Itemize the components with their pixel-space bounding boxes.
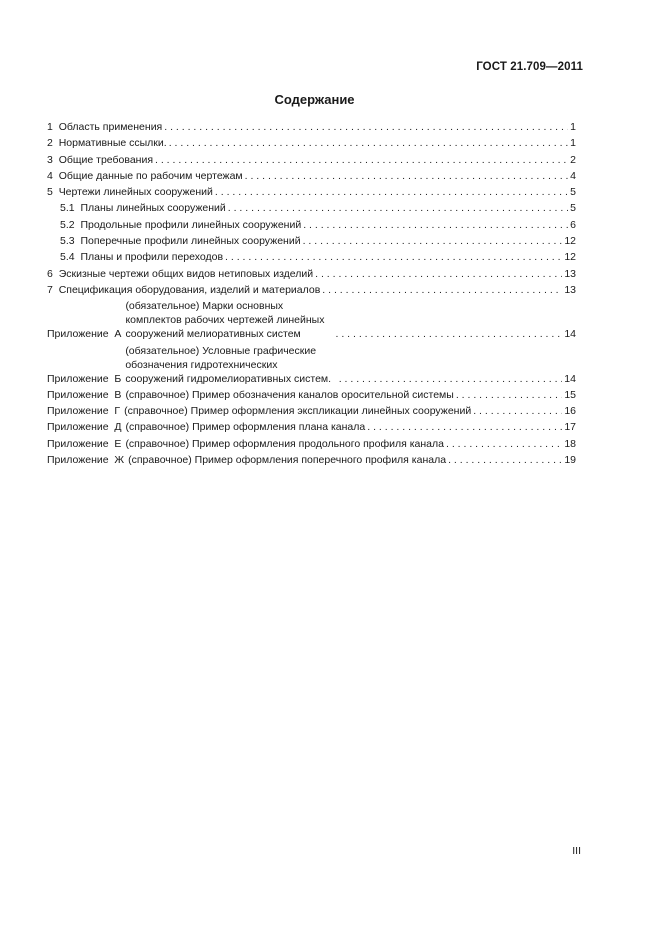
- toc-entry-text: Планы и профили переходов: [80, 251, 224, 264]
- toc-entry-text: Эскизные чертежи общих видов нетиповых изделий: [58, 267, 314, 280]
- appendix-title: (справочное) Пример оформления поперечного профиля канала: [128, 454, 447, 467]
- toc-leader-dots: [303, 218, 568, 232]
- toc-title: Содержание: [274, 92, 355, 107]
- appendix-label: Приложение Д: [47, 421, 122, 434]
- toc-appendix-d[interactable]: [47, 420, 576, 434]
- document-code: ГОСТ 21.709—2011: [476, 61, 583, 73]
- toc-appendix-v[interactable]: [47, 388, 576, 402]
- toc-entry-page: 4: [570, 169, 576, 182]
- toc-appendix-e[interactable]: [47, 437, 576, 451]
- toc-subentry[interactable]: [47, 201, 576, 215]
- toc-entry-number: 6: [47, 267, 59, 280]
- toc-appendix-a[interactable]: [47, 299, 576, 341]
- appendix-title: (справочное) Пример оформления экспликации линейных сооружений: [124, 405, 472, 418]
- toc-leader-dots: [315, 267, 562, 281]
- toc-leader-dots: [169, 136, 568, 150]
- toc-entry[interactable]: [47, 136, 576, 150]
- toc-entry-page: 15: [564, 388, 576, 401]
- toc-entry-page: 14: [564, 372, 576, 385]
- toc-entry[interactable]: [47, 153, 576, 167]
- toc-entry-page: 5: [570, 202, 576, 215]
- toc-entry-text: Продольные профили линейных сооружений: [80, 218, 302, 231]
- toc-leader-dots: [228, 201, 568, 215]
- toc-entry[interactable]: [47, 120, 576, 134]
- toc-subentry[interactable]: [47, 218, 576, 232]
- toc-entry-text: Планы линейных сооружений: [80, 202, 226, 215]
- toc-entry-page: 16: [564, 405, 576, 418]
- toc-subentry[interactable]: [47, 234, 576, 248]
- appendix-title: (обязательное) Условные графические обозначения гидротехнических сооружений гидромелиоративных систем.: [125, 344, 332, 385]
- appendix-title: (справочное) Пример обозначения каналов оросительной системы: [125, 388, 454, 401]
- appendix-label: Приложение А: [47, 328, 122, 341]
- toc-entry-page: 12: [564, 251, 576, 264]
- toc-leader-dots: [336, 327, 563, 341]
- toc-leader-dots: [245, 169, 569, 183]
- toc-entry[interactable]: [47, 169, 576, 183]
- toc-entry-page: 19: [564, 454, 576, 467]
- toc-leader-dots: [164, 120, 568, 134]
- appendix-title: (справочное) Пример оформления плана канала: [125, 421, 366, 434]
- appendix-label: Приложение Ж: [47, 454, 125, 467]
- toc-entry-number: 5.2: [60, 218, 81, 231]
- toc-entry-number: 5.1: [60, 202, 81, 215]
- toc-entry-text: Общие требования: [58, 153, 154, 166]
- toc-entry-text: Поперечные профили линейных сооружений: [80, 235, 301, 248]
- toc-leader-dots: [367, 420, 562, 434]
- toc-entry-page: 13: [564, 267, 576, 280]
- toc-entry-page: 1: [570, 121, 576, 133]
- toc-entry-number: 7: [47, 283, 59, 296]
- toc-entry-text: Чертежи линейных сооружений: [58, 186, 213, 199]
- table-of-contents: [47, 120, 576, 469]
- toc-entry-text: Нормативные ссылки.: [58, 137, 167, 150]
- appendix-label: Приложение В: [47, 388, 122, 401]
- toc-entry-number: 3: [47, 153, 59, 166]
- toc-entry-page: 6: [570, 218, 576, 231]
- toc-appendix-b[interactable]: [47, 344, 576, 386]
- appendix-title: (справочное) Пример оформления продольного профиля канала: [125, 437, 444, 450]
- toc-entry-number: 2: [47, 137, 59, 150]
- toc-entry[interactable]: [47, 267, 576, 281]
- toc-entry-page: 5: [570, 186, 576, 199]
- toc-entry-page: 12: [564, 235, 576, 248]
- toc-entry-text: Область применения: [58, 121, 163, 133]
- toc-leader-dots: [473, 404, 562, 418]
- appendix-title: (обязательное) Марки основных комплектов рабочих чертежей линейных сооружений мелиоративных систем: [125, 300, 325, 341]
- toc-entry-page: 13: [564, 283, 576, 296]
- toc-leader-dots: [339, 372, 563, 386]
- toc-entry-number: 5.3: [60, 235, 81, 248]
- toc-entry-page: 14: [564, 328, 576, 341]
- toc-subentry[interactable]: [47, 250, 576, 264]
- toc-entry-page: 18: [564, 437, 576, 450]
- toc-leader-dots: [215, 185, 568, 199]
- appendix-label: Приложение Б: [47, 372, 122, 385]
- toc-entry-number: 5.4: [60, 251, 81, 264]
- toc-entry-page: 2: [570, 153, 576, 166]
- toc-entry[interactable]: [47, 283, 576, 297]
- toc-leader-dots: [322, 283, 562, 297]
- toc-leader-dots: [446, 437, 562, 451]
- toc-entry-text: Спецификация оборудования, изделий и материалов: [58, 283, 321, 296]
- toc-entry-number: 4: [47, 169, 59, 182]
- toc-leader-dots: [456, 388, 563, 402]
- toc-leader-dots: [155, 153, 568, 167]
- toc-entry-number: 1: [47, 121, 59, 133]
- toc-appendix-g[interactable]: [47, 404, 576, 418]
- page-number: III: [572, 845, 581, 857]
- toc-entry-number: 5: [47, 186, 59, 199]
- toc-leader-dots: [303, 234, 563, 248]
- appendix-label: Приложение Е: [47, 437, 122, 450]
- toc-entry[interactable]: [47, 185, 576, 199]
- toc-entry-page: 17: [564, 421, 576, 434]
- toc-leader-dots: [225, 250, 562, 264]
- appendix-label: Приложение Г: [47, 405, 121, 418]
- toc-entry-text: Общие данные по рабочим чертежам: [58, 169, 243, 182]
- toc-entry-page: 1: [570, 137, 576, 150]
- toc-leader-dots: [448, 453, 562, 467]
- toc-appendix-zh[interactable]: [47, 453, 576, 467]
